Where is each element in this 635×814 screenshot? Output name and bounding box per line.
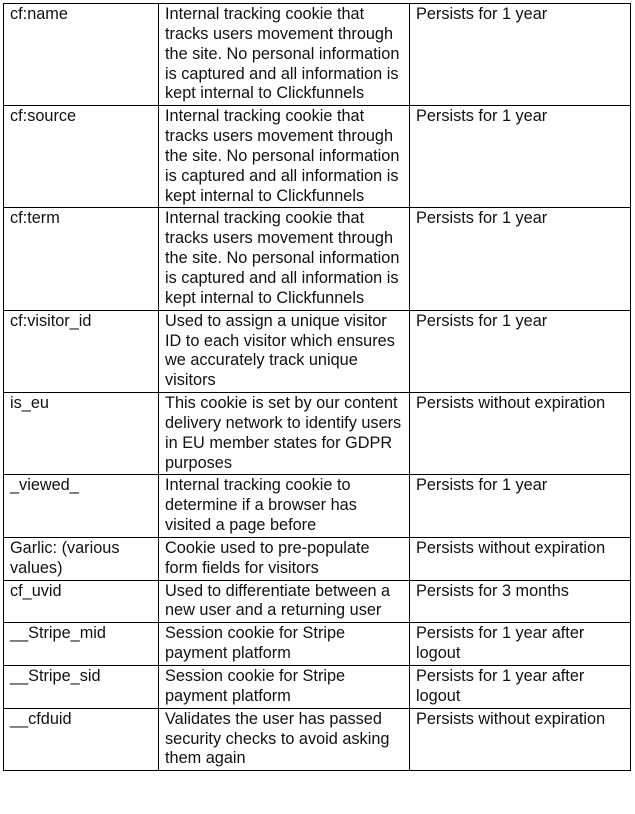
cookie-name-cell: cf:source xyxy=(4,106,159,208)
cookie-name-cell: Garlic: (various values) xyxy=(4,537,159,580)
cookie-description-cell: Internal tracking cookie that tracks users movement through the site. No personal information is captured and all information is kept internal to Clickfunnels xyxy=(159,106,410,208)
cookie-table xyxy=(3,3,631,771)
cookie-name-cell: _viewed_ xyxy=(4,475,159,538)
cookie-duration-cell: Persists without expiration xyxy=(410,393,631,475)
cookie-description-cell: Cookie used to pre-populate form fields for visitors xyxy=(159,537,410,580)
cookie-duration-cell: Persists for 1 year after logout xyxy=(410,666,631,709)
cookie-duration-cell: Persists without expiration xyxy=(410,708,631,771)
cookie-duration-cell: Persists for 1 year xyxy=(410,4,631,106)
cookie-name-cell: __cfduid xyxy=(4,708,159,771)
table-row xyxy=(4,708,631,771)
cookie-description-cell: Used to assign a unique visitor ID to each visitor which ensures we accurately track unique visitors xyxy=(159,310,410,392)
cookie-duration-cell: Persists for 1 year xyxy=(410,106,631,208)
cookie-description-cell: Session cookie for Stripe payment platform xyxy=(159,623,410,666)
table-row xyxy=(4,208,631,310)
cookie-description-cell: Internal tracking cookie to determine if a browser has visited a page before xyxy=(159,475,410,538)
cookie-duration-cell: Persists without expiration xyxy=(410,537,631,580)
cookie-name-cell: cf:name xyxy=(4,4,159,106)
cookie-duration-cell: Persists for 1 year xyxy=(410,208,631,310)
table-row xyxy=(4,666,631,709)
cookie-description-cell: Validates the user has passed security checks to avoid asking them again xyxy=(159,708,410,771)
cookie-duration-cell: Persists for 1 year xyxy=(410,475,631,538)
table-row xyxy=(4,310,631,392)
cookie-description-cell: Internal tracking cookie that tracks users movement through the site. No personal information is captured and all information is kept internal to Clickfunnels xyxy=(159,208,410,310)
cookie-name-cell: cf:visitor_id xyxy=(4,310,159,392)
cookie-description-cell: Used to differentiate between a new user and a returning user xyxy=(159,580,410,623)
table-row xyxy=(4,393,631,475)
cookie-name-cell: is_eu xyxy=(4,393,159,475)
cookie-table-body xyxy=(4,4,631,771)
cookie-duration-cell: Persists for 1 year after logout xyxy=(410,623,631,666)
table-row xyxy=(4,475,631,538)
cookie-name-cell: cf:term xyxy=(4,208,159,310)
table-row xyxy=(4,623,631,666)
cookie-duration-cell: Persists for 1 year xyxy=(410,310,631,392)
cookie-description-cell: Session cookie for Stripe payment platform xyxy=(159,666,410,709)
cookie-description-cell: Internal tracking cookie that tracks users movement through the site. No personal information is captured and all information is kept internal to Clickfunnels xyxy=(159,4,410,106)
cookie-description-cell: This cookie is set by our content delivery network to identify users in EU member states for GDPR purposes xyxy=(159,393,410,475)
table-row xyxy=(4,4,631,106)
table-row xyxy=(4,106,631,208)
cookie-duration-cell: Persists for 3 months xyxy=(410,580,631,623)
cookie-name-cell: __Stripe_sid xyxy=(4,666,159,709)
cookie-name-cell: cf_uvid xyxy=(4,580,159,623)
cookie-name-cell: __Stripe_mid xyxy=(4,623,159,666)
table-row xyxy=(4,580,631,623)
table-row xyxy=(4,537,631,580)
